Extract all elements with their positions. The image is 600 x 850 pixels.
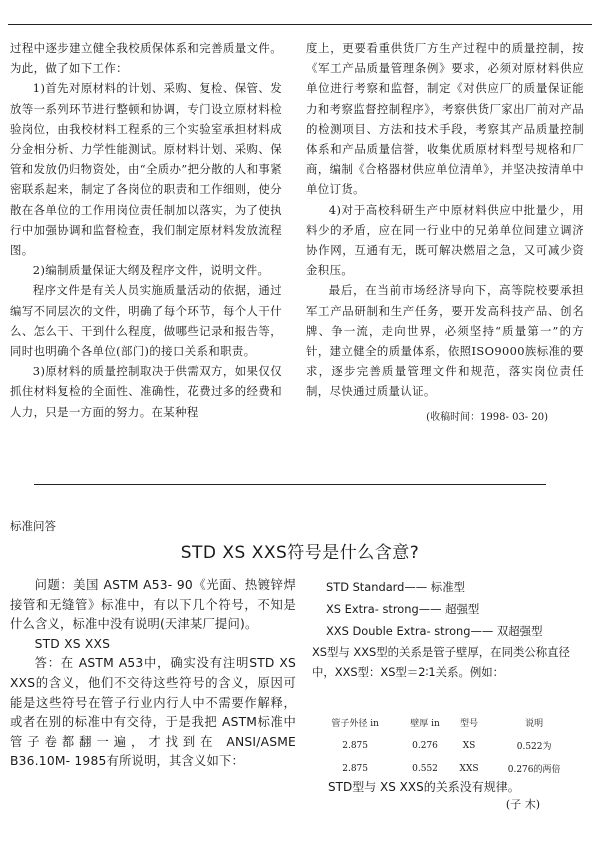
table-cell: 0.276的两倍	[507, 765, 561, 775]
answer: 答：在 ASTM A53中，确实没有注明STD XS XXS的含义，他们不交待这些符号的含义，原因可能是这些符号在管子行业内行人中不需要作解释，或者在别的标准中有交待，于是我把 ASTM标准中管子卷都翻一遍，才找到在 ANSI/ASME B36.10M- 1985有所说明，其含义如下：	[10, 656, 296, 769]
table-cell: 0.552	[412, 763, 438, 774]
author: (子 木)	[505, 798, 540, 811]
relation-text: XS型与 XXS型的关系是管子壁厚，在同类公称直径中，XXS型：XS型＝2∶1关系。例如：	[312, 645, 570, 679]
conclusion: STD型与 XS XXS的关系没有规律。	[328, 780, 520, 794]
table-cell: XXS	[459, 763, 479, 774]
table-header-cell: 管子外径 in	[331, 719, 379, 729]
definition-xs: XS Extra- strong—— 超强型	[326, 602, 480, 616]
paragraph: 3)原材料的质量控制取决于供需双方，如果仅仅抓住材料复检的全面性、准确性，花费过多的经费和人力，只是一方面的努力。在某种程	[10, 364, 282, 419]
table-header-cell: 型号	[460, 719, 479, 729]
table-row	[312, 735, 582, 758]
table-cell: 2.875	[342, 740, 368, 751]
table-cell: 0.522为	[516, 742, 552, 752]
table-header-cell: 壁厚 in	[410, 719, 440, 729]
top-rule	[8, 24, 592, 25]
paragraph: 度上，更要看重供货厂方生产过程中的质量控制，按《军工产品质量管理条例》要求，必须对原材料供应单位进行考察和监督，制定《对供应厂的质量保证能力和考察监督控制程序》，考察供货厂家出厂前对产品的检测项目、方法和技术手段，考察其产品质量控制体系和产品质量信誉，收集优质原材料型号规格和厂商，编制《合格器材供应单位清单》，并坚决按清单中单位订货。	[306, 41, 584, 197]
section-divider	[34, 484, 546, 485]
qa-left-column	[10, 576, 296, 772]
qa-right-column	[312, 576, 582, 682]
table-header-cell: 说明	[525, 719, 544, 729]
paragraph: 4)对于高校科研生产中原材料供应中批量少，用料少的矛盾，应在同一行业中的兄弟单位间建立调济协作网，互通有无，既可解决燃眉之急，又可减少资金积压。	[306, 202, 584, 278]
article-left-column	[10, 38, 282, 422]
table-header-row	[312, 712, 582, 735]
received-date: (收稿时间：1998- 03- 20)	[426, 412, 548, 423]
symbols: STD XS XXS	[34, 636, 111, 651]
paragraph: 最后，在当前市场经济导向下，高等院校要承担军工产品研制和生产任务，要开发高科技产品、创名牌、争一流，走向世界，必须坚持“质量第一”的方针，建立健全的质量体系，依照ISO9000族标准的要求，逐步完善质量管理文件和规范，落实岗位责任制，尽快通过质量认证。	[306, 283, 584, 399]
paragraph: 1)首先对原材料的计划、采购、复检、保管、发放等一系列环节进行整顿和协调，专门设立原材料检验岗位，由我校材料工程系的三个实验室承担材料成分金相分析、力学性能测试。原材料计划、采购、保管和发放仍归物资处，由“全质办”把分散的人和事紧密联系起来，制定了各岗位的职责和工作细则，使分散在各单位的工作用岗位责任制加以落实，为了使执行中加强协调和监督检查，我们制定原材料发放流程图。	[10, 81, 282, 258]
page-title: STD XS XXS符号是什么含意?	[180, 543, 420, 563]
paragraph: 程序文件是有关人员实施质量活动的依据，通过编写不同层次的文件，明确了每个环节，每个人干什么、怎么干、干到什么程度，做哪些记录和报告等，同时也明确个各单位(部门)的接口关系和职责。	[10, 283, 282, 359]
question: 问题：美国 ASTM A53- 90《光面、热镀锌焊接管和无缝管》标准中，有以下几个符号，不知是什么含义，标准中没有说明(天津某厂提问)。	[10, 578, 296, 632]
table-cell: XS	[462, 740, 476, 751]
section-label: 标准问答	[10, 519, 56, 533]
definition-std: STD Standard—— 标准型	[326, 580, 465, 594]
definition-xxs: XXS Double Extra- strong—— 双超强型	[326, 624, 543, 638]
table-cell: 0.276	[412, 740, 438, 751]
pipe-size-table	[312, 712, 582, 781]
paragraph: 2)编制质量保证大纲及程序文件，说明文件。	[32, 263, 270, 278]
table-cell: 2.875	[342, 763, 368, 774]
article-right-column	[306, 38, 584, 402]
paragraph: 过程中逐步建立健全我校质保体系和完善质量文件。为此，做了如下工作：	[10, 41, 282, 76]
